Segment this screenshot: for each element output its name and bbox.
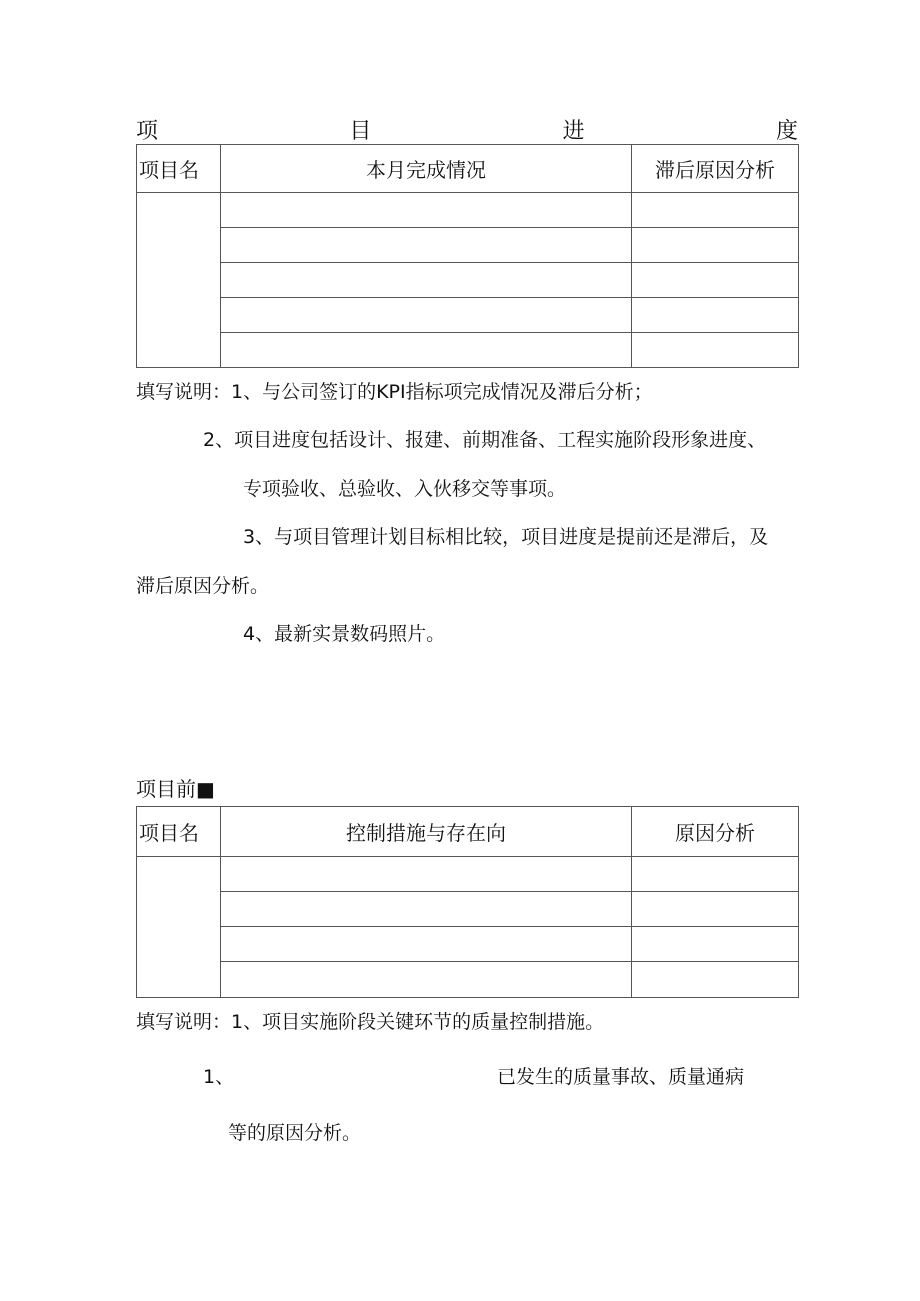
section2-title: 项目前■	[136, 777, 215, 801]
quality-table	[136, 806, 799, 998]
table-row	[137, 298, 799, 333]
table-cell[interactable]	[221, 962, 632, 998]
note-line: 2、项目进度包括设计、报建、前期准备、工程实施阶段形象进度、	[203, 429, 767, 451]
table-row	[137, 228, 799, 263]
header-control-measures: 控制措施与存在向	[221, 807, 632, 857]
table-cell[interactable]	[632, 228, 799, 263]
table-cell[interactable]	[221, 927, 632, 962]
project-name-cell[interactable]	[137, 193, 221, 368]
table-row	[137, 892, 799, 927]
section1-title-char: 度	[775, 118, 798, 144]
table-cell[interactable]	[632, 962, 799, 998]
section1-title-char: 目	[349, 118, 372, 144]
note-line: 已发生的质量事故、质量通病	[497, 1066, 745, 1088]
project-name-cell[interactable]	[137, 857, 221, 998]
note-line: 等的原因分析。	[228, 1122, 362, 1144]
table-cell[interactable]	[632, 892, 799, 927]
section1-title-char: 进	[562, 118, 585, 144]
table-cell[interactable]	[221, 263, 632, 298]
section1-title	[136, 115, 798, 143]
table-cell[interactable]	[221, 298, 632, 333]
table-cell[interactable]	[632, 857, 799, 892]
table-cell[interactable]	[221, 857, 632, 892]
table-header-row	[137, 807, 799, 857]
table-cell[interactable]	[632, 298, 799, 333]
table-cell[interactable]	[221, 333, 632, 368]
table-cell[interactable]	[221, 892, 632, 927]
note-line: 填写说明：1、项目实施阶段关键环节的质量控制措施。	[136, 1011, 605, 1033]
table-row	[137, 333, 799, 368]
table-cell[interactable]	[632, 263, 799, 298]
table-cell[interactable]	[221, 228, 632, 263]
table-row	[137, 927, 799, 962]
table-row	[137, 263, 799, 298]
table-row	[137, 193, 799, 228]
note-line: 1、	[203, 1066, 235, 1088]
table-cell[interactable]	[632, 333, 799, 368]
header-cause-analysis: 原因分析	[632, 807, 799, 857]
note-line: 填写说明：1、与公司签订的KPI指标项完成情况及滞后分析；	[136, 381, 653, 403]
table-cell[interactable]	[221, 193, 632, 228]
table-header-row	[137, 145, 799, 193]
progress-table	[136, 144, 799, 368]
table-row	[137, 962, 799, 998]
note-line: 专项验收、总验收、入伙移交等事项。	[243, 478, 567, 500]
header-project-name: 项目名	[137, 807, 221, 857]
section1-title-char: 项	[136, 118, 159, 144]
table-cell[interactable]	[632, 193, 799, 228]
note-line: 3、与项目管理计划目标相比较，项目进度是提前还是滞后，及	[243, 526, 769, 548]
header-monthly-completion: 本月完成情况	[221, 145, 632, 193]
header-project-name: 项目名	[137, 145, 221, 193]
table-cell[interactable]	[632, 927, 799, 962]
note-line: 滞后原因分析。	[136, 575, 270, 597]
table-row	[137, 857, 799, 892]
header-delay-analysis: 滞后原因分析	[632, 145, 799, 193]
note-line: 4、最新实景数码照片。	[243, 623, 446, 645]
